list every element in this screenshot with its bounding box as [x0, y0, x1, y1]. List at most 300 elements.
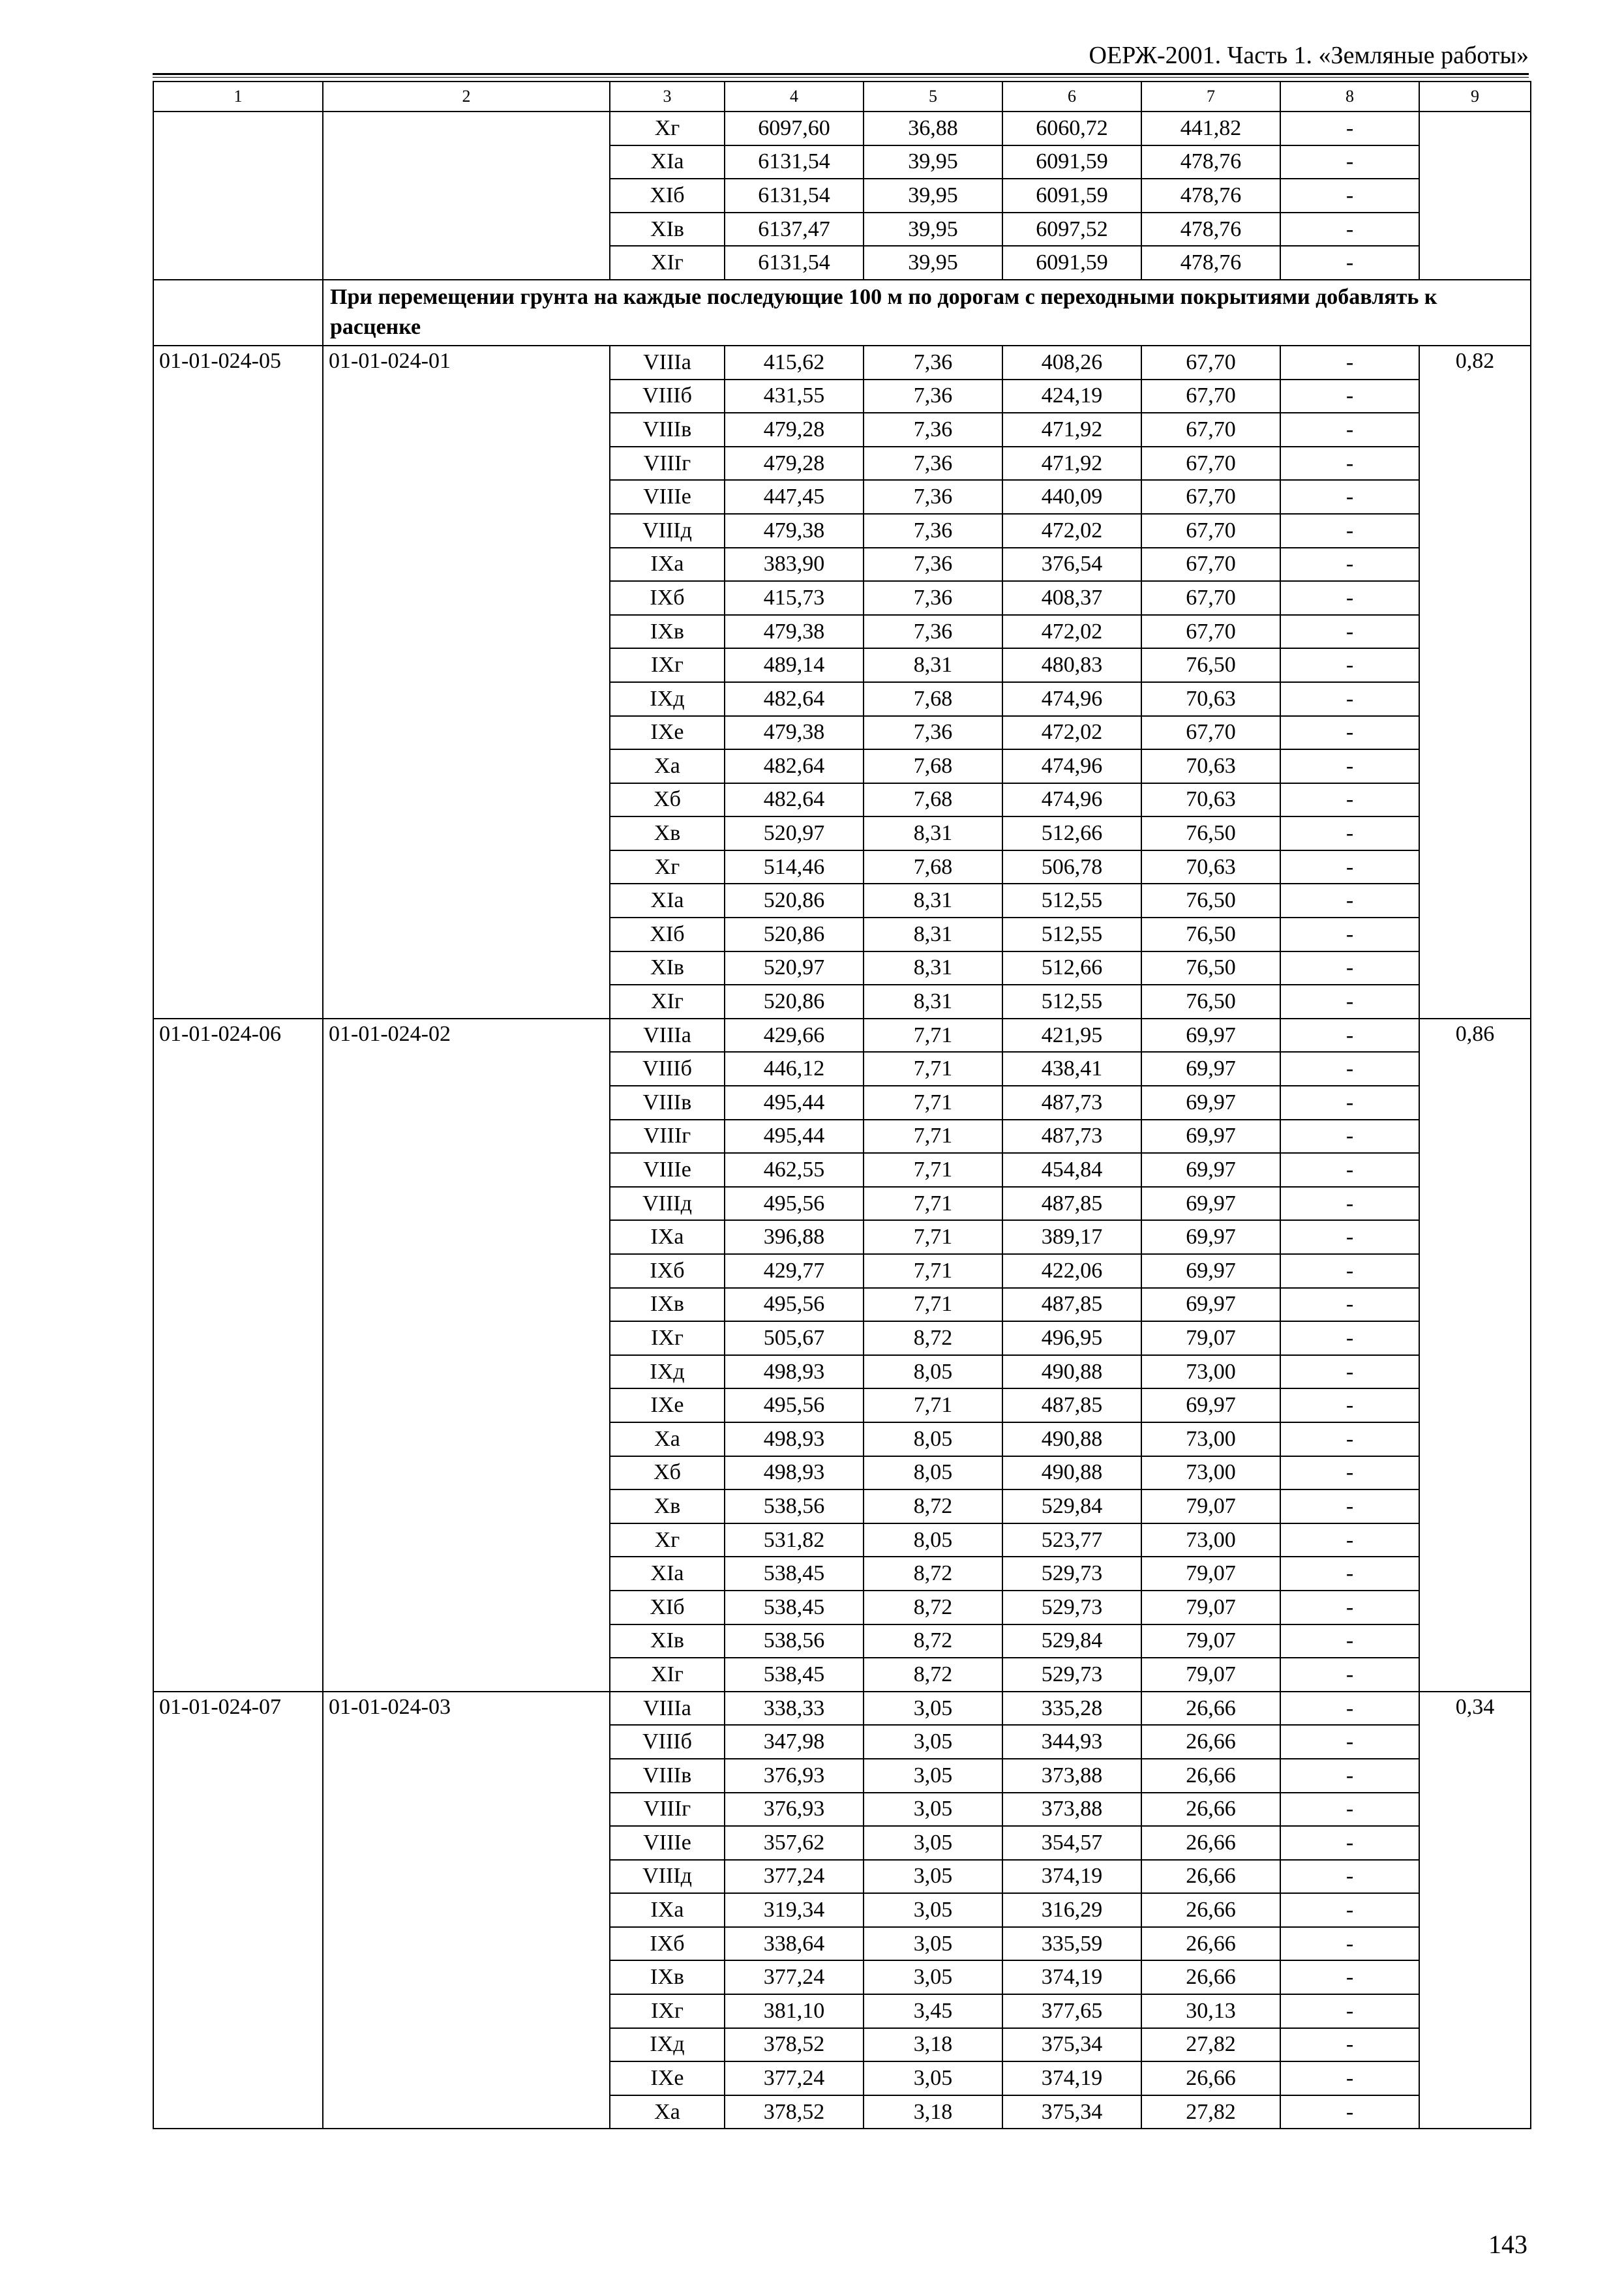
table-cell: 26,66 [1141, 1860, 1280, 1894]
table-cell: - [1280, 1557, 1419, 1591]
table-cell: - [1280, 951, 1419, 985]
table-cell: 76,50 [1141, 884, 1280, 918]
table-cell: XIг [610, 246, 725, 280]
section-heading-row [153, 280, 1531, 346]
table-cell: 30,13 [1141, 1994, 1280, 2028]
table-cell: - [1280, 2061, 1419, 2095]
table-cell: - [1280, 1994, 1419, 2028]
table-cell: 6097,60 [725, 112, 864, 145]
table-cell: 440,09 [1002, 480, 1141, 514]
table-cell: 69,97 [1141, 1086, 1280, 1120]
table-cell: - [1280, 1120, 1419, 1154]
table-cell: 377,24 [725, 1860, 864, 1894]
table-cell: 39,95 [864, 145, 1002, 179]
table-cell: - [1280, 1692, 1419, 1726]
table-cell: 529,73 [1002, 1658, 1141, 1692]
table-cell: 479,28 [725, 447, 864, 481]
table-cell: 429,66 [725, 1019, 864, 1053]
table-cell: 478,76 [1141, 179, 1280, 213]
table-cell: 441,82 [1141, 112, 1280, 145]
table-cell: 36,88 [864, 112, 1002, 145]
table-cell: 7,36 [864, 548, 1002, 582]
code-cell [153, 112, 323, 280]
table-cell: VIIIд [610, 1187, 725, 1221]
table-cell: - [1280, 1321, 1419, 1355]
table-cell: 512,55 [1002, 918, 1141, 951]
table-cell: 70,63 [1141, 749, 1280, 783]
table-cell: - [1280, 1220, 1419, 1254]
table-cell: 495,44 [725, 1086, 864, 1120]
table-cell: 373,88 [1002, 1759, 1141, 1793]
table-cell: 70,63 [1141, 850, 1280, 884]
table-cell: 529,73 [1002, 1557, 1141, 1591]
table-cell: IXб [610, 1254, 725, 1288]
table-cell: 3,05 [864, 1759, 1002, 1793]
table-cell: 376,54 [1002, 548, 1141, 582]
table-cell: - [1280, 213, 1419, 247]
table-cell: 7,71 [864, 1120, 1002, 1154]
blank-cell [153, 280, 323, 346]
table-cell: 8,72 [864, 1624, 1002, 1658]
table-cell: 76,50 [1141, 985, 1280, 1019]
table-cell: 7,36 [864, 514, 1002, 548]
table-cell: Xа [610, 2095, 725, 2129]
table-cell: 3,05 [864, 1692, 1002, 1726]
table-cell: Xб [610, 1456, 725, 1490]
column-number: 3 [610, 82, 725, 112]
table-cell: - [1280, 1893, 1419, 1927]
table-cell: 3,18 [864, 2028, 1002, 2062]
column-number: 9 [1419, 82, 1531, 112]
table-cell: 479,38 [725, 615, 864, 649]
table-cell: 381,10 [725, 1994, 864, 2028]
table-cell: 7,68 [864, 783, 1002, 817]
table-cell: 79,07 [1141, 1658, 1280, 1692]
table-cell: 7,36 [864, 346, 1002, 380]
table-cell: XIа [610, 1557, 725, 1591]
table-cell: 529,73 [1002, 1591, 1141, 1624]
table-cell: - [1280, 1960, 1419, 1994]
table-cell: 39,95 [864, 213, 1002, 247]
table-cell: - [1280, 2028, 1419, 2062]
table-cell: 389,17 [1002, 1220, 1141, 1254]
table-cell: XIг [610, 1658, 725, 1692]
table-cell: 79,07 [1141, 1624, 1280, 1658]
table-row [153, 346, 1531, 380]
table-cell: Xа [610, 749, 725, 783]
table-cell: VIIIа [610, 1019, 725, 1053]
base-rate-cell: 01-01-024-01 [323, 346, 610, 1019]
table-cell: 73,00 [1141, 1422, 1280, 1456]
table-cell: 3,05 [864, 1960, 1002, 1994]
coefficient-cell: 0,86 [1419, 1019, 1531, 1692]
table-cell: Xв [610, 1489, 725, 1523]
coefficient-cell: 0,34 [1419, 1692, 1531, 2129]
table-cell: 498,93 [725, 1456, 864, 1490]
table-cell: - [1280, 884, 1419, 918]
table-cell: 335,59 [1002, 1927, 1141, 1961]
table-cell: 67,70 [1141, 346, 1280, 380]
table-cell: 26,66 [1141, 1759, 1280, 1793]
table-cell: 7,36 [864, 413, 1002, 447]
table-cell: 7,68 [864, 749, 1002, 783]
table-cell: 8,05 [864, 1355, 1002, 1389]
table-cell: 396,88 [725, 1220, 864, 1254]
table-cell: 7,71 [864, 1288, 1002, 1322]
table-cell: Xб [610, 783, 725, 817]
table-cell: 7,36 [864, 581, 1002, 615]
table-cell: 471,92 [1002, 447, 1141, 481]
table-cell: 538,45 [725, 1557, 864, 1591]
table-cell: 8,05 [864, 1523, 1002, 1557]
table-cell: - [1280, 1052, 1419, 1086]
table-cell: XIг [610, 985, 725, 1019]
table-cell: 79,07 [1141, 1591, 1280, 1624]
table-cell: 408,26 [1002, 346, 1141, 380]
table-cell: 422,06 [1002, 1254, 1141, 1288]
table-cell: VIIIе [610, 1153, 725, 1187]
table-cell: - [1280, 1288, 1419, 1322]
table-cell: 487,85 [1002, 1288, 1141, 1322]
table-cell: VIIIв [610, 413, 725, 447]
table-cell: 8,72 [864, 1321, 1002, 1355]
table-cell: 79,07 [1141, 1489, 1280, 1523]
table-cell: 487,85 [1002, 1187, 1141, 1221]
table-cell: VIIIд [610, 1860, 725, 1894]
table-cell: 67,70 [1141, 615, 1280, 649]
table-cell: 374,19 [1002, 2061, 1141, 2095]
table-cell: 316,29 [1002, 1893, 1141, 1927]
table-cell: 69,97 [1141, 1187, 1280, 1221]
table-cell: - [1280, 514, 1419, 548]
table-cell: - [1280, 246, 1419, 280]
table-cell: IXг [610, 648, 725, 682]
table-cell: 8,72 [864, 1591, 1002, 1624]
table-cell: 520,86 [725, 884, 864, 918]
table-cell: 520,97 [725, 951, 864, 985]
table-cell: 490,88 [1002, 1422, 1141, 1456]
header-rule-thin [153, 77, 1529, 78]
rate-code-cell: 01-01-024-05 [153, 346, 323, 1019]
table-cell: 3,05 [864, 1860, 1002, 1894]
table-cell: 506,78 [1002, 850, 1141, 884]
table-cell: 69,97 [1141, 1052, 1280, 1086]
table-cell: 79,07 [1141, 1557, 1280, 1591]
table-cell: 482,64 [725, 682, 864, 716]
table-cell: 472,02 [1002, 514, 1141, 548]
table-cell: - [1280, 1153, 1419, 1187]
table-cell: - [1280, 413, 1419, 447]
table-cell: - [1280, 1388, 1419, 1422]
table-cell: 67,70 [1141, 581, 1280, 615]
column-number: 2 [323, 82, 610, 112]
table-row [153, 1692, 1531, 1726]
table-cell: 480,83 [1002, 648, 1141, 682]
table-cell: - [1280, 749, 1419, 783]
table-cell: 6131,54 [725, 179, 864, 213]
table-cell: 69,97 [1141, 1388, 1280, 1422]
table-cell: IXб [610, 1927, 725, 1961]
table-cell: 512,66 [1002, 951, 1141, 985]
table-cell: IXа [610, 1220, 725, 1254]
table-cell: - [1280, 615, 1419, 649]
table-cell: 8,72 [864, 1557, 1002, 1591]
coefficient-cell: 0,82 [1419, 346, 1531, 1019]
table-cell: XIб [610, 1591, 725, 1624]
table-cell: VIIIе [610, 1826, 725, 1860]
table-cell: 8,05 [864, 1456, 1002, 1490]
column-number: 6 [1002, 82, 1141, 112]
table-cell: 67,70 [1141, 413, 1280, 447]
table-cell: IXа [610, 548, 725, 582]
table-cell: Xг [610, 1523, 725, 1557]
table-cell: 344,93 [1002, 1725, 1141, 1759]
table-cell: 538,56 [725, 1624, 864, 1658]
table-cell: IXв [610, 615, 725, 649]
table-cell: 7,36 [864, 447, 1002, 481]
table-cell: 478,76 [1141, 145, 1280, 179]
table-cell: 26,66 [1141, 1725, 1280, 1759]
table-cell: 67,70 [1141, 380, 1280, 413]
table-cell: 69,97 [1141, 1120, 1280, 1154]
table-cell: - [1280, 1489, 1419, 1523]
table-cell: 490,88 [1002, 1355, 1141, 1389]
table-cell: 495,56 [725, 1288, 864, 1322]
coef-cell [1419, 112, 1531, 280]
running-header: ОЕРЖ-2001. Часть 1. «Земляные работы» [1089, 42, 1529, 69]
table-cell: - [1280, 1456, 1419, 1490]
table-cell: - [1280, 480, 1419, 514]
table-cell: 39,95 [864, 179, 1002, 213]
table-cell: - [1280, 1624, 1419, 1658]
table-cell: 512,55 [1002, 884, 1141, 918]
table-cell: 6091,59 [1002, 179, 1141, 213]
table-cell: 357,62 [725, 1826, 864, 1860]
table-cell: 377,24 [725, 2061, 864, 2095]
table-cell: XIв [610, 213, 725, 247]
table-cell: 3,45 [864, 1994, 1002, 2028]
table-cell: 67,70 [1141, 514, 1280, 548]
table-cell: 8,31 [864, 918, 1002, 951]
table-cell: 383,90 [725, 548, 864, 582]
table-cell: VIIIд [610, 514, 725, 548]
table-cell: 479,38 [725, 716, 864, 750]
section-heading: При перемещении грунта на каждые последующие 100 м по дорогам с переходными покрытиями добавлять к расценке [323, 280, 1531, 346]
table-cell: 520,86 [725, 985, 864, 1019]
table-cell: 26,66 [1141, 1927, 1280, 1961]
table-cell: 69,97 [1141, 1254, 1280, 1288]
table-cell: - [1280, 1523, 1419, 1557]
rate-code-cell: 01-01-024-07 [153, 1692, 323, 2129]
table-cell: - [1280, 850, 1419, 884]
table-cell: 520,97 [725, 816, 864, 850]
table-cell: - [1280, 1355, 1419, 1389]
table-cell: 376,93 [725, 1793, 864, 1827]
table-cell: 472,02 [1002, 615, 1141, 649]
table-cell: 512,66 [1002, 816, 1141, 850]
table-cell: 26,66 [1141, 1793, 1280, 1827]
table-cell: 479,38 [725, 514, 864, 548]
table-cell: 8,72 [864, 1489, 1002, 1523]
table-cell: XIв [610, 1624, 725, 1658]
table-cell: 3,05 [864, 1893, 1002, 1927]
table-cell: 7,36 [864, 380, 1002, 413]
table-cell: 514,46 [725, 850, 864, 884]
table-cell: 6137,47 [725, 213, 864, 247]
table-cell: 76,50 [1141, 918, 1280, 951]
table-cell: 3,18 [864, 2095, 1002, 2129]
table-cell: 462,55 [725, 1153, 864, 1187]
table-cell: - [1280, 346, 1419, 380]
table-cell: 8,31 [864, 816, 1002, 850]
table-cell: 447,45 [725, 480, 864, 514]
table-cell: Xг [610, 850, 725, 884]
table-cell: 27,82 [1141, 2095, 1280, 2129]
table-cell: 531,82 [725, 1523, 864, 1557]
table-cell: 479,28 [725, 413, 864, 447]
table-cell: 498,93 [725, 1355, 864, 1389]
table-cell: 415,62 [725, 346, 864, 380]
table-cell: - [1280, 179, 1419, 213]
table-cell: 7,68 [864, 850, 1002, 884]
table-cell: 6060,72 [1002, 112, 1141, 145]
table-cell: XIб [610, 918, 725, 951]
table-cell: 375,34 [1002, 2028, 1141, 2062]
table-cell: 377,65 [1002, 1994, 1141, 2028]
table-cell: 538,45 [725, 1658, 864, 1692]
table-cell: IXг [610, 1994, 725, 2028]
table-cell: XIа [610, 145, 725, 179]
table-cell: 487,85 [1002, 1388, 1141, 1422]
table-cell: 26,66 [1141, 2061, 1280, 2095]
table-cell: 8,31 [864, 951, 1002, 985]
table-cell: XIа [610, 884, 725, 918]
table-cell: 415,73 [725, 581, 864, 615]
table-cell: 39,95 [864, 246, 1002, 280]
table-cell: 487,73 [1002, 1120, 1141, 1154]
table-cell: IXв [610, 1960, 725, 1994]
table-cell: XIб [610, 179, 725, 213]
table-cell: IXд [610, 2028, 725, 2062]
table-cell: 431,55 [725, 380, 864, 413]
table-cell: - [1280, 581, 1419, 615]
table-cell: - [1280, 548, 1419, 582]
table-cell: 6097,52 [1002, 213, 1141, 247]
table-cell: 73,00 [1141, 1523, 1280, 1557]
table-cell: 7,71 [864, 1086, 1002, 1120]
table-cell: 73,00 [1141, 1355, 1280, 1389]
table-cell: - [1280, 447, 1419, 481]
table-cell: VIIIе [610, 480, 725, 514]
table-cell: 3,05 [864, 1793, 1002, 1827]
rates-table-body [153, 82, 1531, 2129]
table-cell: 67,70 [1141, 716, 1280, 750]
table-cell: 378,52 [725, 2028, 864, 2062]
table-cell: 7,36 [864, 615, 1002, 649]
table-cell: 523,77 [1002, 1523, 1141, 1557]
table-cell: IXе [610, 2061, 725, 2095]
column-number: 4 [725, 82, 864, 112]
table-cell: 375,34 [1002, 2095, 1141, 2129]
table-cell: - [1280, 145, 1419, 179]
table-cell: VIIIв [610, 1086, 725, 1120]
table-cell: VIIIв [610, 1759, 725, 1793]
table-cell: 3,05 [864, 2061, 1002, 2095]
table-cell: 8,31 [864, 884, 1002, 918]
column-number: 1 [153, 82, 323, 112]
table-cell: VIIIг [610, 447, 725, 481]
table-cell: 495,56 [725, 1187, 864, 1221]
table-cell: IXе [610, 716, 725, 750]
table-cell: 378,52 [725, 2095, 864, 2129]
table-cell: - [1280, 1086, 1419, 1120]
table-cell: - [1280, 1759, 1419, 1793]
table-cell: Xа [610, 1422, 725, 1456]
table-cell: 8,31 [864, 985, 1002, 1019]
table-cell: 496,95 [1002, 1321, 1141, 1355]
table-row [153, 112, 1531, 145]
table-cell: - [1280, 648, 1419, 682]
table-cell: - [1280, 1927, 1419, 1961]
table-cell: IXб [610, 581, 725, 615]
table-cell: 67,70 [1141, 548, 1280, 582]
table-cell: 6091,59 [1002, 246, 1141, 280]
table-cell: 319,34 [725, 1893, 864, 1927]
table-cell: - [1280, 1658, 1419, 1692]
table-cell: VIIIа [610, 1692, 725, 1726]
table-cell: 354,57 [1002, 1826, 1141, 1860]
table-cell: IXд [610, 682, 725, 716]
table-cell: 429,77 [725, 1254, 864, 1288]
rate-code-cell: 01-01-024-06 [153, 1019, 323, 1692]
table-cell: - [1280, 918, 1419, 951]
table-cell: 7,71 [864, 1220, 1002, 1254]
table-cell: 377,24 [725, 1960, 864, 1994]
table-cell: 8,31 [864, 648, 1002, 682]
table-row [153, 1019, 1531, 1053]
table-cell: 347,98 [725, 1725, 864, 1759]
table-cell: - [1280, 1254, 1419, 1288]
table-cell: 335,28 [1002, 1692, 1141, 1726]
column-number: 7 [1141, 82, 1280, 112]
table-cell: 474,96 [1002, 749, 1141, 783]
table-cell: VIIIб [610, 1052, 725, 1086]
column-number-row [153, 82, 1531, 112]
table-cell: - [1280, 783, 1419, 817]
table-cell: VIIIг [610, 1120, 725, 1154]
table-cell: - [1280, 985, 1419, 1019]
table-cell: 478,76 [1141, 213, 1280, 247]
table-cell: 8,05 [864, 1422, 1002, 1456]
table-cell: IXв [610, 1288, 725, 1322]
table-cell: - [1280, 112, 1419, 145]
table-cell: IXг [610, 1321, 725, 1355]
page-number: 143 [1488, 2230, 1527, 2259]
table-cell: 70,63 [1141, 682, 1280, 716]
table-cell: 471,92 [1002, 413, 1141, 447]
table-cell: 446,12 [725, 1052, 864, 1086]
table-cell: 478,76 [1141, 246, 1280, 280]
table-cell: 438,41 [1002, 1052, 1141, 1086]
table-cell: 3,05 [864, 1927, 1002, 1961]
table-cell: 6131,54 [725, 246, 864, 280]
table-cell: Xг [610, 112, 725, 145]
table-cell: XIв [610, 951, 725, 985]
table-cell: VIIIб [610, 380, 725, 413]
table-cell: - [1280, 682, 1419, 716]
table-cell: IXд [610, 1355, 725, 1389]
table-cell: 538,56 [725, 1489, 864, 1523]
